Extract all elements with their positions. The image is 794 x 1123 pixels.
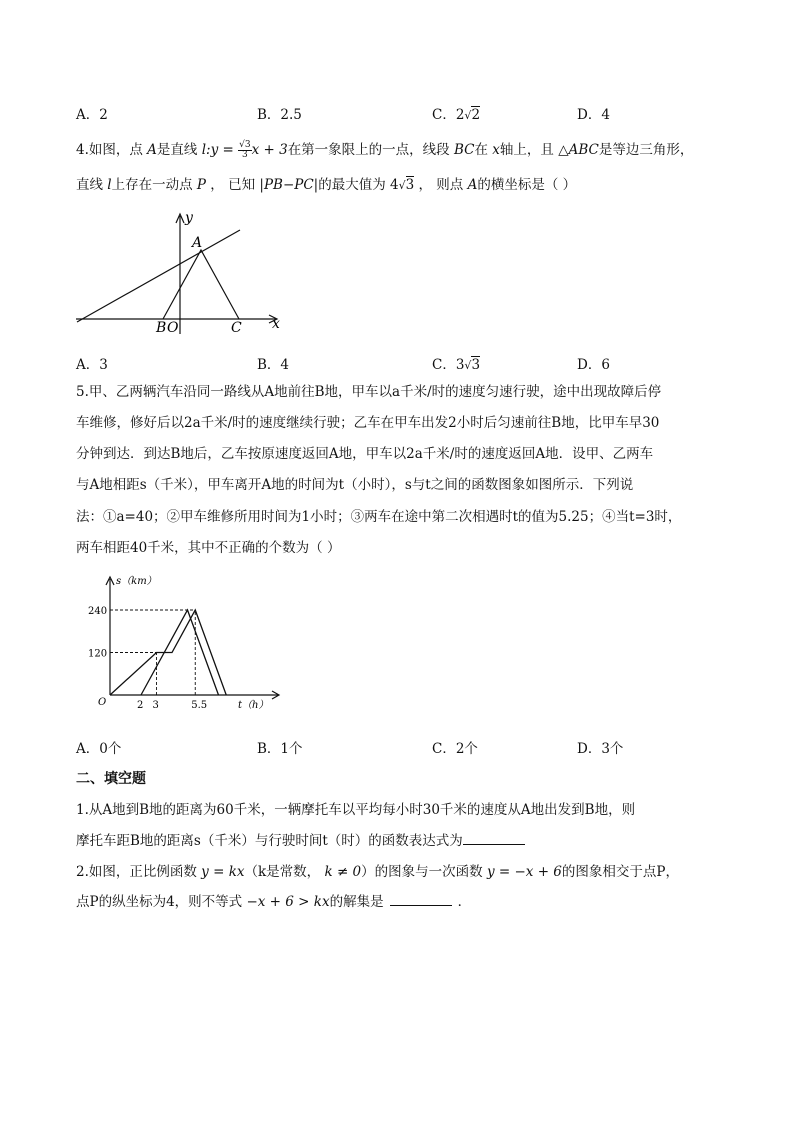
q3-option-b: B．2.5 (257, 107, 302, 123)
q5-ylabel: s（km） (116, 576, 157, 587)
s2-q2-line2 (76, 892, 471, 912)
q4-option-c-prefix: C．3 (432, 357, 465, 373)
q4-option-b: B．4 (257, 357, 290, 373)
q4-abs-expr: |PB−PC| (259, 177, 319, 193)
q4-stem-line2: 直线 l上存在一动点 P ， 已知 |PB−PC|的最大值为 4√3 ， 则点 A的横坐标是（ ） (76, 177, 577, 193)
s2-q2-text: 2.如图，正比例函数 (76, 864, 202, 880)
q4-text: 是等边三角形， (598, 142, 694, 158)
q4-text: ， 已知 (206, 177, 260, 193)
q4-triangle (163, 250, 239, 319)
q3-option-c-radicand: 2 (471, 107, 481, 123)
q4-figure (70, 208, 290, 338)
q5-option-b: B．1个 (257, 741, 303, 757)
q4-option-d: D．6 (577, 357, 610, 373)
q4-point-a: A (467, 177, 478, 193)
q4-text: ， 则点 (414, 177, 468, 193)
q5-x-tick-label: 5.5 (191, 700, 208, 711)
q5-option-c: C．2个 (432, 741, 478, 757)
q4-label-a: A (192, 235, 203, 251)
s2-q2-inequality: −x + 6 > kx (246, 894, 330, 910)
s2-q2-answer-blank[interactable] (390, 893, 452, 906)
q4-label-c: C (231, 320, 242, 336)
q5-option-d: D．3个 (577, 741, 624, 757)
s2-q2-k-condition: k ≠ 0 (324, 864, 362, 880)
s2-q2-line1 (76, 862, 679, 882)
s2-q2-linear-function: y = −x + 6 (486, 864, 562, 880)
q4-option-c: C．3√3 (432, 357, 481, 373)
q3-option-d: D．4 (577, 107, 610, 123)
q5-x-tick-label: 3 (152, 700, 159, 711)
q4-label-y: y (185, 210, 193, 226)
q5-stem-line4: 与A地相距s（千米），甲车离开A地的时间为t（小时），s与t之间的函数图象如图所示．下列说 (76, 477, 634, 493)
q4-fraction-den: 3 (241, 150, 248, 160)
q4-option-c-radicand: 3 (471, 357, 481, 373)
q5-stem-line6: 两车相距40千米，其中不正确的个数为（ ） (76, 540, 341, 556)
q4-max-value-radicand: 3 (405, 177, 415, 193)
q4-label-b: B (156, 320, 167, 336)
q4-fraction-num: √3 (239, 140, 251, 150)
q4-text: 在第一象限上的一点，线段 (287, 142, 454, 158)
q5-y-tick-label: 120 (88, 648, 108, 660)
q4-segment-bc: BC (453, 142, 475, 158)
q4-text: 上存在一动点 (111, 177, 197, 193)
s2-q1-line1: 1.从A地到B地的距离为60千米，一辆摩托车以平均每小时30千米的速度从A地出发到B地，则 (76, 802, 636, 818)
q4-text: 4.如图，点 (76, 142, 148, 158)
s2-q1-line2-text: 摩托车距B地的距离s（千米）与行驶时间t（时）的函数表达式为 (76, 833, 463, 849)
q3-option-a: A．2 (76, 107, 108, 123)
s2-q2-text: ）的图象与一次函数 (361, 864, 487, 880)
q5-stem-line3: 分钟到达．到达B地后，乙车按原速度返回A地，甲车以2a千米/时的速度返回A地．设甲、乙两车 (76, 446, 654, 462)
q4-axis-x: x (492, 142, 500, 158)
q5-stem-line5: 法：①a=40；②甲车维修所用时间为1小时；③两车在途中第二次相遇时t的值为5.25；④当t=3时， (76, 509, 682, 525)
s2-q2-direct-proportion: y = kx (201, 864, 245, 880)
q4-point-a: A (147, 142, 157, 158)
q4-point-p: P (196, 177, 207, 193)
q3-option-c-prefix: C．2 (432, 107, 465, 123)
q5-x-tick-label: 2 (137, 700, 144, 711)
q4-text: 直线 (76, 177, 108, 193)
q5-y-tick-label: 240 (88, 606, 108, 617)
q4-line-eq-prefix: l:y = (201, 142, 239, 158)
q4-text: 的最大值为 (318, 177, 391, 193)
q5-stem-line1: 5.甲、乙两辆汽车沿同一路线从A地前往B地，甲车以a千米/时的速度匀速行驶，途中出现故障后停 (76, 384, 662, 400)
q5-origin: O (98, 697, 107, 708)
q5-stem-line2: 车维修，修好后以2a千米/时的速度继续行驶；乙车在甲车出发2小时后匀速前往B地，比甲车早30 (76, 415, 660, 431)
q4-max-value-coef: 4 (390, 177, 399, 193)
q4-line-l: l (107, 177, 112, 193)
q4-stem-line1 (76, 140, 693, 160)
s2-q1-line2 (76, 831, 525, 851)
s2-q2-period: ． (457, 894, 472, 910)
q4-option-a: A．3 (76, 357, 108, 373)
q4-text: 的横坐标是（ ） (477, 177, 577, 193)
s2-q2-text: 的图象相交于点P， (561, 864, 679, 880)
q5-guide-lines (110, 610, 195, 695)
q4-text: 在 (474, 142, 493, 158)
s2-q1-answer-blank[interactable] (463, 832, 525, 845)
q4-label-o: O (167, 320, 179, 336)
q4-text: 轴上，且 (499, 142, 559, 158)
q4-text: 是直线 (156, 142, 202, 158)
s2-q2-text: 的解集是 (329, 894, 384, 910)
section-heading-fill-blank: 二、填空题 (76, 771, 146, 787)
q5-option-a: A．0个 (76, 741, 122, 757)
s2-q2-text: （k是常数， (244, 864, 325, 880)
q3-option-c: C．2√2 (432, 107, 481, 123)
q4-line-eq-suffix: x + 3 (251, 142, 288, 158)
q4-triangle-symbol: △ (558, 142, 569, 158)
q4-triangle-abc: ABC (568, 142, 599, 158)
q5-chart (80, 570, 290, 715)
q4-fraction (238, 141, 251, 160)
s2-q2-text: 点P的纵坐标为4，则不等式 (76, 894, 247, 910)
q4-label-x: x (272, 316, 280, 332)
q5-xlabel: t（h） (238, 700, 269, 711)
